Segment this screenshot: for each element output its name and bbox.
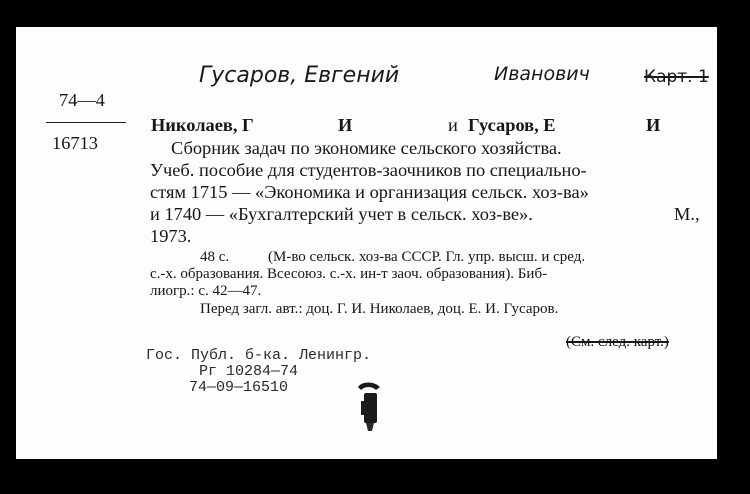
call-number-top: 74—4: [59, 90, 105, 110]
entry-author-a: Николаев, Г: [151, 115, 254, 135]
handwritten-patronymic: Иванович: [494, 63, 590, 85]
stamp-library: Гос. Публ. б-ка. Ленингр.: [146, 347, 372, 364]
collation-line-3: лиогр.: с. 42—47.: [150, 283, 262, 299]
call-number-bottom: 16713: [52, 133, 98, 153]
entry-and: и: [448, 115, 458, 135]
handwritten-author-name: Гусаров, Евгений: [199, 63, 400, 88]
imprint-place: М.,: [674, 204, 700, 224]
handwritten-card-note: Карт. 1: [644, 67, 709, 87]
collation-pages: 48 с.: [200, 249, 230, 265]
series-note: (М-во сельск. хоз-ва СССР. Гл. упр. высш. и сред.: [268, 249, 586, 265]
stamp-accession: Рг 10284—74: [199, 363, 299, 380]
responsibility-note: Перед загл. авт.: доц. Г. И. Николаев, доц. Е. И. Гусаров.: [200, 301, 559, 317]
entry-author-b: Гусаров, Е: [468, 115, 556, 135]
collation-line-2: с.-х. образования. Всесоюз. с.-х. ин-т заоч. образования). Биб-: [150, 266, 548, 282]
stamp-code: 74—09—16510: [189, 379, 289, 396]
imprint-year: 1973.: [150, 226, 192, 246]
title-line-4: и 1740 — «Бухгалтерский учет в сельск. хоз-ве».: [150, 204, 533, 224]
catalog-card: [16, 27, 717, 459]
title-line-2: Учеб. пособие для студентов-заочников по специально-: [150, 160, 587, 180]
punch-hole-icon: [352, 379, 386, 433]
entry-initial-b: И: [646, 115, 661, 135]
title-line-1: Сборник задач по экономике сельского хозяйства.: [171, 138, 562, 158]
continuation-note: (См. след. карт.): [566, 334, 669, 350]
title-line-3: стям 1715 — «Экономика и организация сельск. хоз-ва»: [150, 182, 589, 202]
entry-initial-a: И: [338, 115, 353, 135]
call-number-divider: [46, 122, 126, 123]
